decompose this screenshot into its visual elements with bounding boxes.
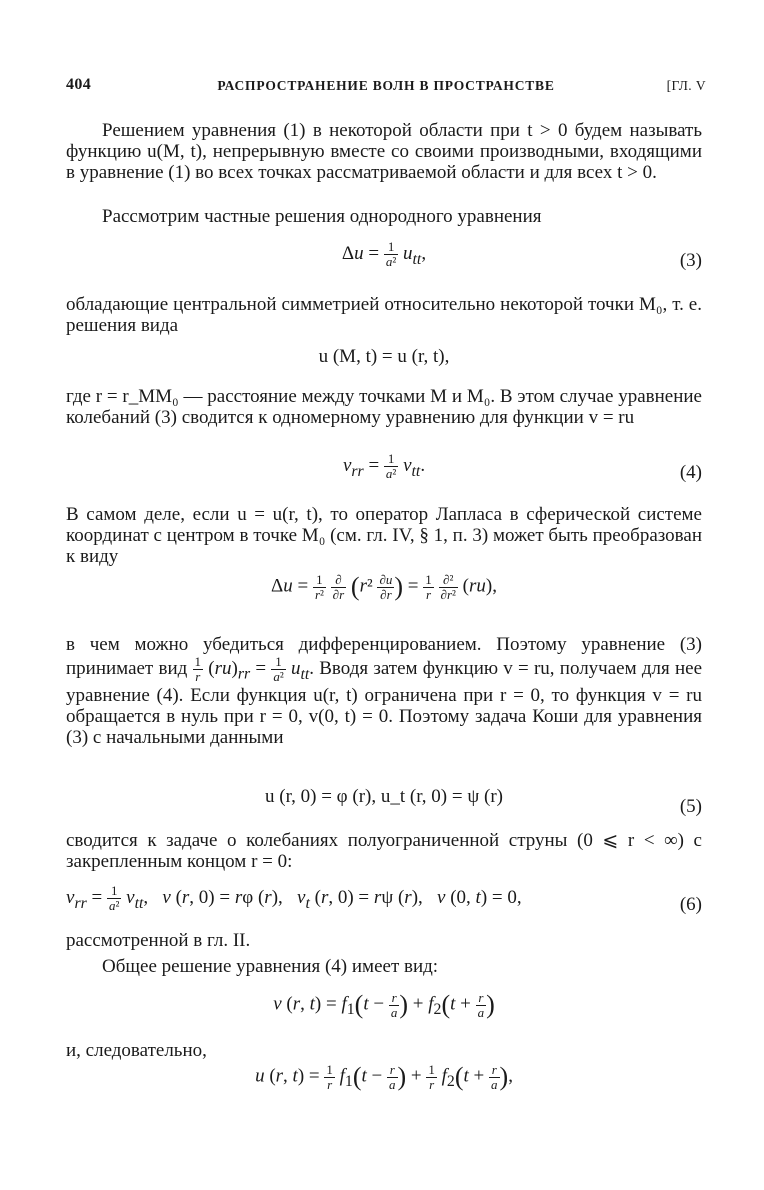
- equation-3: Δu = $\frac{1}{\text{a²}}$ $u_{tt}$, (3): [341, 239, 702, 271]
- page-number: 404: [66, 76, 92, 93]
- equation-5: [66, 786, 702, 826]
- equation-5-number: (5): [679, 796, 702, 817]
- paragraph-general-solution: Общее решение уравнения (4) имеет вид:: [102, 956, 439, 977]
- paragraph-differentiation-b: Вводя затем функцию v = ru, получаем для нее уравнение (4). Если функция u(r, t) ограничена при r = 0, то функция v = ru обращается в нуль при r = 0, v(0, t) = 0. Поэтому задача Коши для уравнения (3) с начальными данными: [66, 657, 703, 748]
- equation-4: $v_{rr}$ = $\frac{1}{\text{a²}}$ $v_{tt}$. (4): [342, 451, 702, 483]
- chapter-label: [ГЛ. V: [666, 78, 706, 93]
- paragraph-differentiation-a: в чем можно убедиться дифференцированием. Поэтому уравнение (3) принимает вид: [66, 634, 702, 679]
- paragraph-consider: Рассмотрим частные решения однородного уравнения: [102, 206, 542, 227]
- paragraph-definition: Решением уравнения (1) в некоторой области при t > 0 будем называть функцию u(M, t), непрерывную вместе со своими производными, входящими в уравнение (1) во всех точках рассматриваемой области и для всех t > 0.: [66, 120, 702, 183]
- equation-radial-form-text: u (M, t) = u (r, t),: [318, 346, 450, 367]
- paragraph-chapter-ref: рассмотренной в гл. II.: [66, 930, 251, 951]
- running-header: [66, 76, 706, 98]
- paragraph-laplace: В самом деле, если u = u(r, t), то оператор Лапласа в сферической системе координат с центром в точке M₀ (см. гл. IV, § 1, п. 3) может быть преобразован к виду: [66, 504, 702, 567]
- paragraph-symmetry: обладающие центральной симметрией относительно некоторой точки M₀, т. е. решения вида: [66, 294, 702, 336]
- equation-6-number: (6): [679, 894, 702, 915]
- equation-3-number: (3): [679, 250, 702, 271]
- paragraph-hence: и, следовательно,: [66, 1040, 207, 1061]
- equation-general-u: u (r, t) = $\frac{1}{r}$ $f_1(t$ − $\frac{r}{a}$ ) + $\frac{1}{r}$ $f_2(t$ + $\frac{r}{a}$ ),: [255, 1061, 513, 1092]
- equation-radial-form: [66, 346, 702, 386]
- equation-4-number: (4): [679, 462, 702, 483]
- paragraph-differentiation: в чем можно убедиться дифференцированием. Поэтому уравнение (3) принимает вид $\frac{1}{r}$ $(ru)_{rr}$ = $\frac{1}{\text{a²}}$ $u_{tt}$. Вводя затем функцию v = ru, получаем для нее уравнение (4). Если функция u(r, t) ограничена при r = 0, то функция v = ru обращается в нуль при r = 0, v(0, t) = 0. Поэтому задача Коши для уравнения (3) с начальными данными: [66, 634, 703, 748]
- paragraph-string-problem: сводится к задаче о колебаниях полуограниченной струны (0 ⩽ r < ∞) с закрепленным концом r = 0:: [66, 830, 702, 872]
- equation-5-text: u (r, 0) = φ (r), u_t (r, 0) = ψ (r): [265, 786, 503, 807]
- running-title: РАСПРОСТРАНЕНИЕ ВОЛН В ПРОСТРАНСТВЕ: [217, 78, 555, 93]
- equation-laplace-spherical: Δu = $\frac{1}{\text{r²}}$ $\frac{\partial}{\partial r}$ (r² $\frac{\partial u}{\partial r}$ ) = $\frac{1}{r}$ $\frac{\text{∂²}}{\text{∂r²}}$ (ru),: [271, 571, 497, 602]
- equation-general-v: v (r, $t) = f_1(t$ − $\frac{r}{a}$ ) + $f_2(t$ + $\frac{r}{a}$ ): [273, 989, 495, 1020]
- paragraph-reduction: где r = r_MM₀ — расстояние между точками M и M₀. В этом случае уравнение колебаний (3) сводится к одномерному уравнению для функции v = ru: [66, 386, 702, 428]
- equation-6: $v_{rr}$ = $\frac{1}{\text{a²}}$ $v_{tt}$, v (r, 0) = rφ (r), $v_t$ (r, 0) = rψ (r), v (0, t) = 0, (6): [66, 883, 702, 915]
